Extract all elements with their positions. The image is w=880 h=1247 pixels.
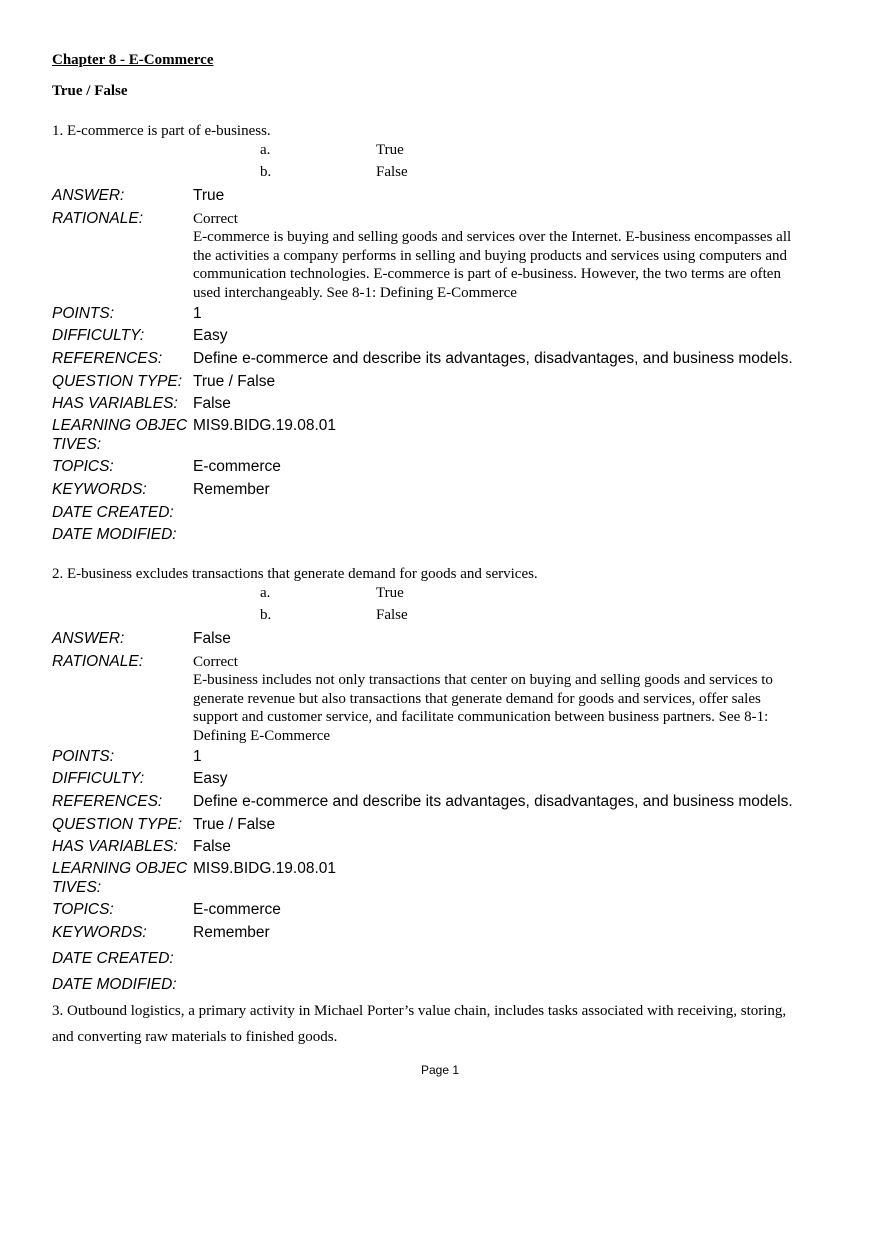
option-letter: b. — [260, 607, 272, 623]
learning-objectives-label-line: LEARNING OBJEC — [52, 860, 188, 877]
rationale-line: Defining E-Commerce — [193, 727, 331, 744]
question-type-value: True / False — [193, 816, 276, 833]
difficulty-label: DIFFICULTY: — [52, 327, 145, 344]
learning-objectives-value: MIS9.BIDG.19.08.01 — [193, 860, 337, 877]
points-value: 1 — [193, 748, 202, 765]
learning-objectives-value: MIS9.BIDG.19.08.01 — [193, 417, 337, 434]
references-value: Define e-commerce and describe its advantages, disadvantages, and business models. — [193, 350, 793, 367]
difficulty-value: Easy — [193, 770, 228, 787]
has-variables-label: HAS VARIABLES: — [52, 838, 178, 855]
rationale-status: Correct — [193, 654, 238, 670]
option-text: False — [376, 164, 408, 180]
rationale-status: Correct — [193, 211, 238, 227]
topics-label: TOPICS: — [52, 458, 114, 475]
rationale-label: RATIONALE: — [52, 653, 144, 670]
points-label: POINTS: — [52, 748, 115, 765]
points-label: POINTS: — [52, 305, 115, 322]
rationale-line: E-business includes not only transactions that center on buying and selling goods and services to — [193, 672, 773, 689]
question-type-value: True / False — [193, 373, 276, 390]
date-created-label: DATE CREATED: — [52, 950, 174, 967]
keywords-label: KEYWORDS: — [52, 481, 147, 498]
date-created-label: DATE CREATED: — [52, 504, 174, 521]
rationale-label: RATIONALE: — [52, 210, 144, 227]
question-type-label: QUESTION TYPE: — [52, 816, 183, 833]
answer-value: False — [193, 630, 231, 647]
rationale-line: the activities a company performs in selling and buying products and services using computers and — [193, 247, 788, 264]
date-modified-label: DATE MODIFIED: — [52, 976, 177, 993]
has-variables-value: False — [193, 838, 231, 855]
has-variables-value: False — [193, 395, 231, 412]
topics-label: TOPICS: — [52, 901, 114, 918]
keywords-value: Remember — [193, 924, 270, 941]
rationale-text — [193, 210, 833, 302]
learning-objectives-label — [52, 416, 192, 454]
topics-value: E-commerce — [193, 458, 281, 475]
rationale-line: communication technologies. E-commerce is part of e-business. However, the two terms are often — [193, 266, 781, 283]
option-text: True — [376, 585, 404, 601]
answer-label: ANSWER: — [52, 630, 125, 647]
question-stem — [52, 998, 832, 1050]
option-letter: a. — [260, 142, 271, 158]
chapter-title: Chapter 8 - E-Commerce — [52, 52, 214, 68]
date-modified-label: DATE MODIFIED: — [52, 526, 177, 543]
question-stem-line: 3. Outbound logistics, a primary activity in Michael Porter’s value chain, includes tasks associated with receiving, storing, — [52, 1003, 787, 1019]
references-value: Define e-commerce and describe its advantages, disadvantages, and business models. — [193, 793, 793, 810]
rationale-line: E-commerce is buying and selling goods and services over the Internet. E-business encompasses all — [193, 229, 792, 246]
points-value: 1 — [193, 305, 202, 322]
learning-objectives-label — [52, 859, 192, 897]
difficulty-label: DIFFICULTY: — [52, 770, 145, 787]
question-stem: 1. E-commerce is part of e-business. — [52, 123, 271, 139]
question-stem: 2. E-business excludes transactions that generate demand for goods and services. — [52, 566, 538, 582]
references-label: REFERENCES: — [52, 350, 163, 367]
option-letter: a. — [260, 585, 271, 601]
section-title: True / False — [52, 83, 128, 99]
rationale-text — [193, 653, 833, 745]
rationale-line: generate revenue but also transactions that generate demand for goods and services, offer sales — [193, 690, 761, 707]
has-variables-label: HAS VARIABLES: — [52, 395, 178, 412]
references-label: REFERENCES: — [52, 793, 163, 810]
learning-objectives-label-line: LEARNING OBJEC — [52, 417, 188, 434]
page-number: Page 1 — [420, 1063, 460, 1077]
rationale-line: used interchangeably. See 8-1: Defining E-Commerce — [193, 284, 517, 301]
keywords-value: Remember — [193, 481, 270, 498]
rationale-line: support and customer service, and facilitate communication between business partners. See 8-1: — [193, 709, 769, 726]
question-type-label: QUESTION TYPE: — [52, 373, 183, 390]
topics-value: E-commerce — [193, 901, 281, 918]
option-text: False — [376, 607, 408, 623]
difficulty-value: Easy — [193, 327, 228, 344]
answer-value: True — [193, 187, 225, 204]
option-text: True — [376, 142, 404, 158]
keywords-label: KEYWORDS: — [52, 924, 147, 941]
answer-label: ANSWER: — [52, 187, 125, 204]
learning-objectives-label-line: TIVES: — [52, 436, 102, 453]
learning-objectives-label-line: TIVES: — [52, 879, 102, 896]
option-letter: b. — [260, 164, 272, 180]
question-stem-line: and converting raw materials to finished goods. — [52, 1029, 338, 1045]
